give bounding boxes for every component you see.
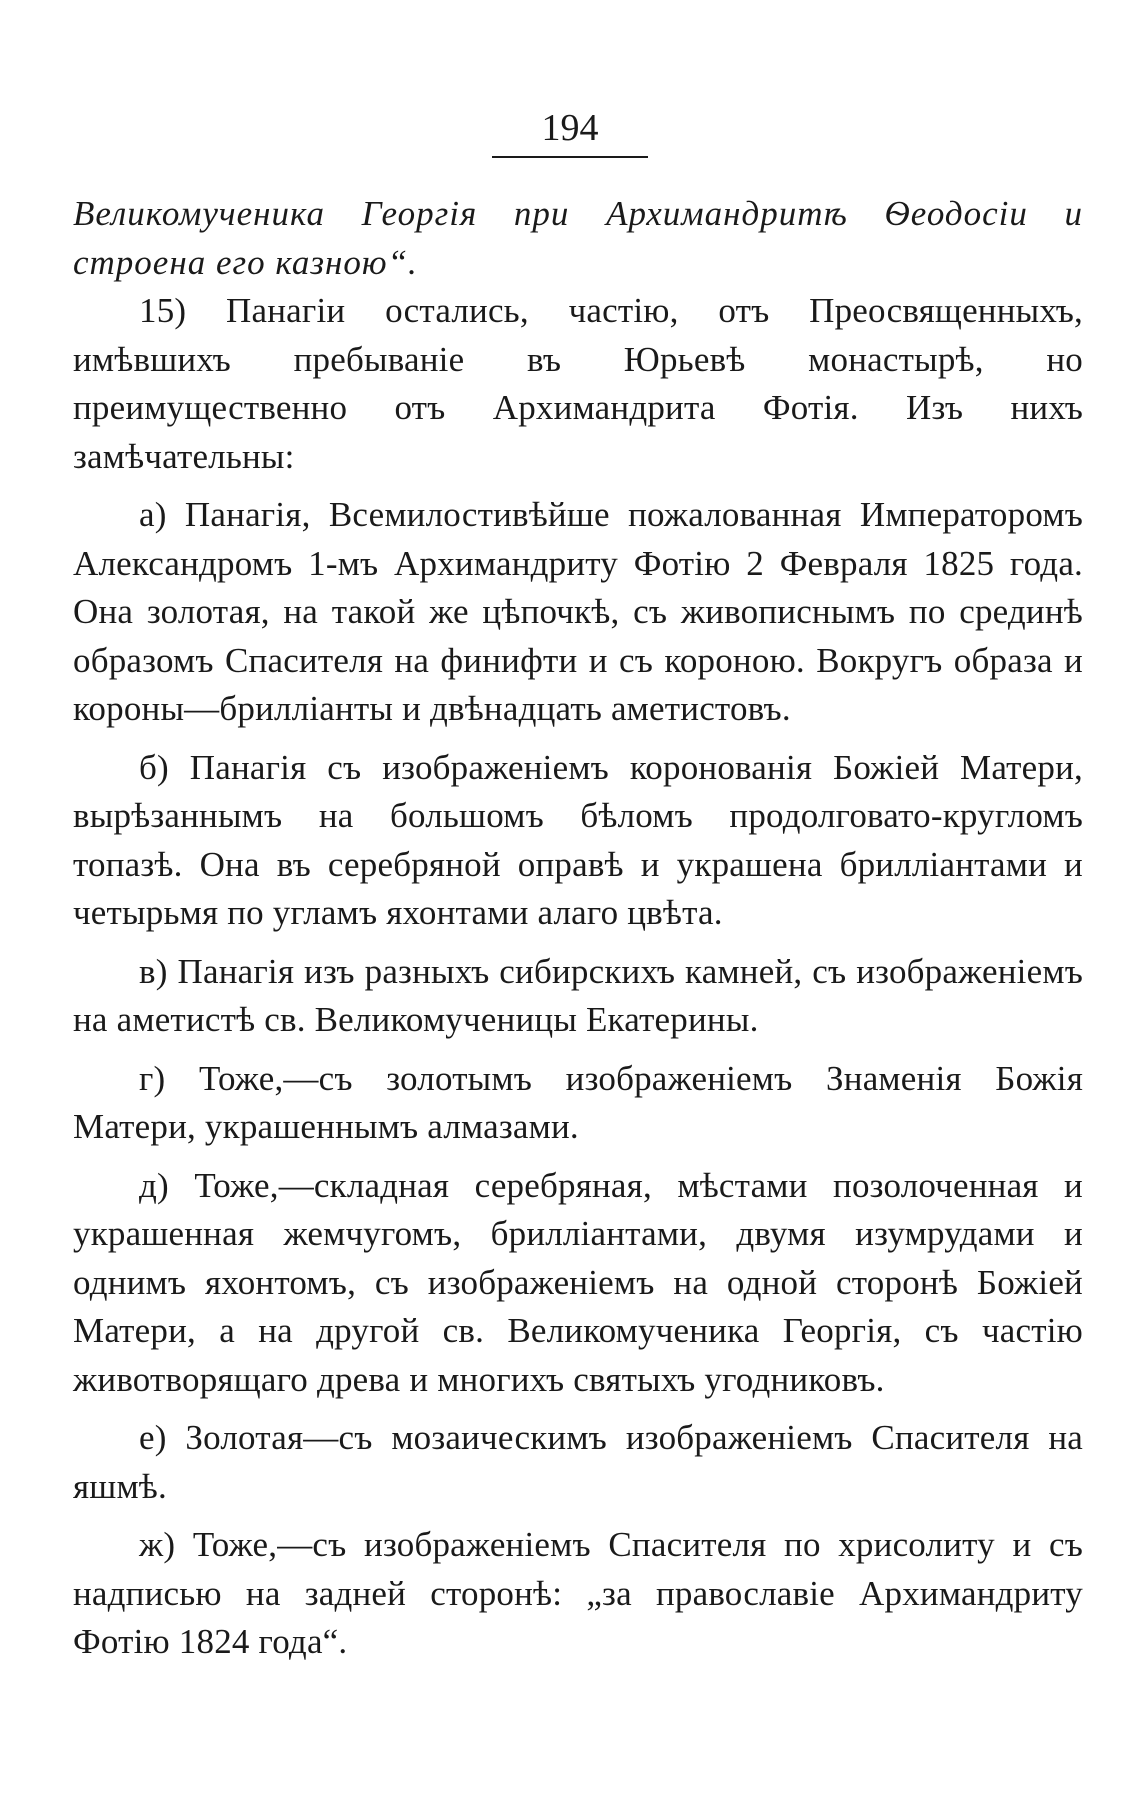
page-number: 194 [541,107,599,149]
paragraph-15: 15) Панагіи остались, частію, отъ Преосвященныхъ, имѣвшихъ пребываніе въ Юрьевѣ монастырѣ, но преимущественно отъ Архимандрита Фотія. Изъ нихъ замѣчательны: [73,291,1083,476]
paragraph-b: б) Панагія съ изображеніемъ коронованія Божіей Матери, вырѣзаннымъ на большомъ бѣломъ продолговато-кругломъ топазѣ. Она въ серебряной оправѣ и украшена брилліантами и четырьмя по угламъ яхонтами алаго цвѣта. [73,747,1083,932]
body-text [73,190,1083,1667]
paragraph-v: в) Панагія изъ разныхъ сибирскихъ камней, съ изображеніемъ на аметистѣ св. Великомученицы Екатерины. [73,951,1083,1039]
paragraph-a: а) Панагія, Всемилостивѣйше пожалованная Императоромъ Александромъ 1-мъ Архимандриту Фотію 2 Февраля 1825 года. Она золотая, на такой же цѣпочкѣ, съ живописнымъ по срединѣ образомъ Спасителя на финифти и съ короною. Вокругъ образа и короны—брилліанты и двѣнадцать аметистовъ. [73,495,1083,728]
paragraph-d: д) Тоже,—складная серебряная, мѣстами позолоченная и украшенная жемчугомъ, брилліантами, двумя изумрудами и однимъ яхонтомъ, съ изображеніемъ на одной сторонѣ Божіей Матери, а на другой св. Великомученика Георгія, съ частію животворящаго древа и многихъ святыхъ угодниковъ. [73,1165,1083,1399]
paragraph-g: г) Тоже,—съ золотымъ изображеніемъ Знаменія Божія Матери, украшеннымъ алмазами. [73,1058,1083,1146]
page-number-rule [492,156,648,158]
paragraph-e: е) Золотая—съ мозаическимъ изображеніемъ Спасителя на яшмѣ. [73,1418,1083,1506]
paragraph-inscription: Великомученика Георгія при Архимандритѣ Ѳеодосіи и строена его казною“. [73,194,1083,282]
paragraph-zh: ж) Тоже,—съ изображеніемъ Спасителя по хрисолиту и съ надписью на задней сторонѣ: „за православіе Архимандриту Фотію 1824 года“. [73,1525,1083,1661]
